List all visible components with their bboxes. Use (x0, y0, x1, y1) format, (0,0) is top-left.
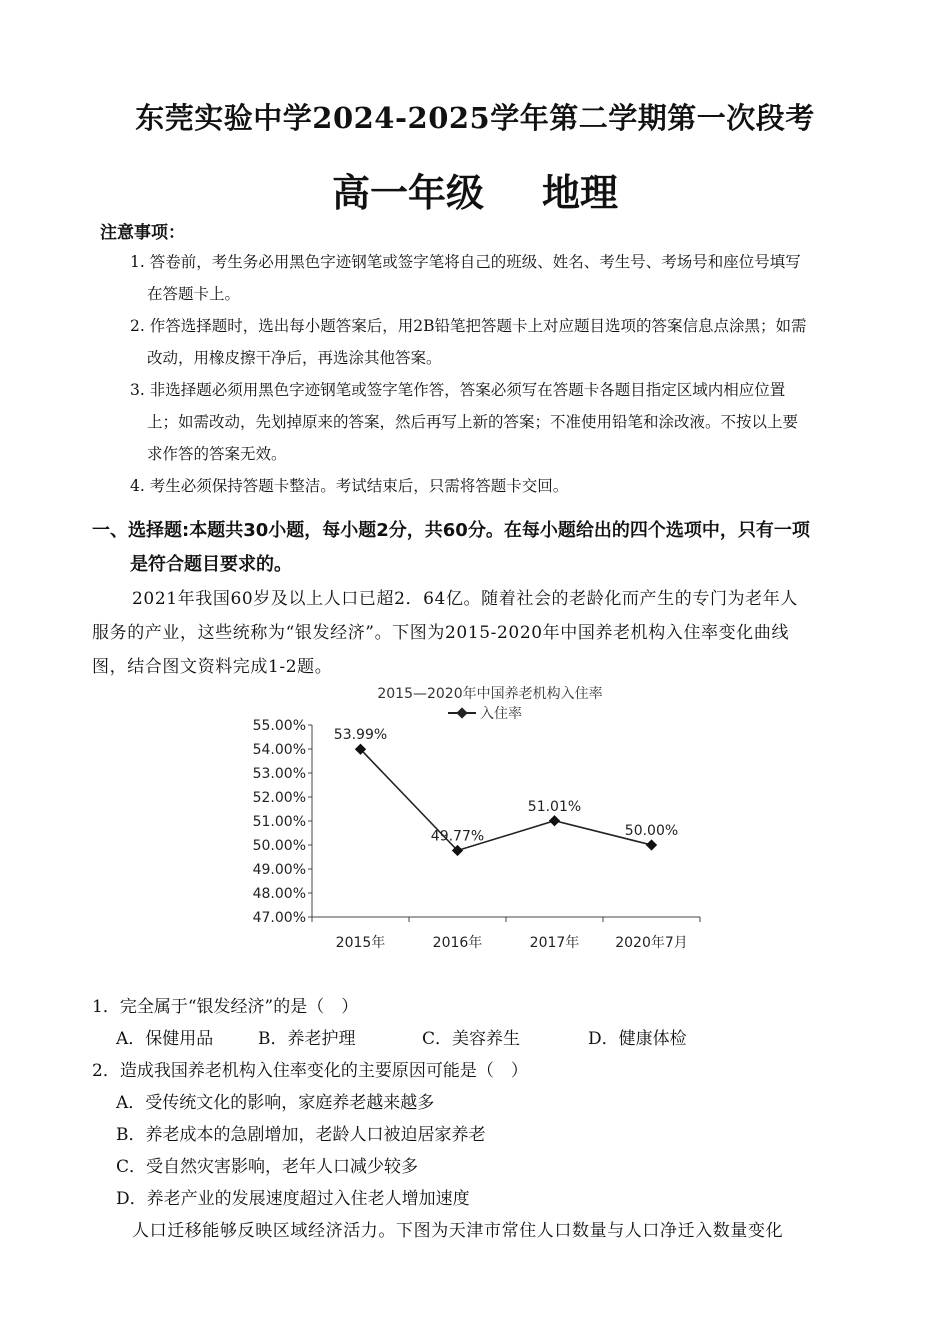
y-tick-label: 53.00% (252, 766, 306, 782)
x-tick-label: 2015年 (335, 935, 386, 951)
data-label: 50.00% (624, 823, 679, 839)
question-option: B．养老护理 (258, 1029, 356, 1049)
passage-line: 2021年我国60岁及以上人口已超2．64亿。随着社会的老龄化而产生的专门为老年人 (132, 589, 798, 609)
notice-line: 1. 答卷前，考生务必用黑色字迹钢笔或签字笔将自己的班级、姓名、考生号、考场号和座位号填写 (130, 253, 801, 271)
y-tick-label: 55.00% (252, 718, 306, 734)
data-label: 49.77% (430, 828, 485, 845)
y-tick-label: 48.00% (252, 886, 306, 902)
data-label: 53.99% (333, 727, 388, 744)
question-option: A．受传统文化的影响，家庭养老越来越多 (116, 1093, 435, 1113)
notice-line: 3. 非选择题必须用黑色字迹钢笔或签字笔作答，答案必须写在答题卡各题目指定区域内相应位置 (130, 381, 786, 399)
grade-label: 高一年级 (331, 171, 484, 215)
question-stem: 1．完全属于“银发经济”的是（ ） (92, 997, 359, 1017)
subject-label: 地理 (542, 171, 619, 215)
y-tick-label: 50.00% (252, 838, 306, 854)
school-title: 东莞实验中学2024-2025学年第二学期第一次段考 (135, 101, 815, 135)
question-option: B．养老成本的急剧增加，老龄人口被迫居家养老 (116, 1125, 486, 1145)
y-tick-label: 47.00% (252, 910, 306, 926)
chart-legend (448, 706, 522, 722)
notice-line: 4. 考生必须保持答题卡整洁。考试结束后，只需将答题卡交回。 (130, 477, 569, 495)
chart-title: 2015—2020年中国养老机构入住率 (377, 686, 603, 702)
notice-heading: 注意事项： (100, 223, 185, 243)
question-option: C．美容养生 (422, 1029, 521, 1049)
data-label: 51.01% (527, 798, 582, 815)
y-tick-label: 49.00% (252, 862, 306, 878)
notice-line: 2. 作答选择题时，选出每小题答案后，用2B铅笔把答题卡上对应题目选项的答案信息点涂黑；如需 (130, 317, 807, 335)
section-heading: 一、选择题:本题共30小题，每小题2分，共60分。在每小题给出的四个选项中，只有一项 (92, 520, 810, 541)
notice-line: 改动，用橡皮擦干净后，再选涂其他答案。 (147, 349, 442, 367)
notice-line: 在答题卡上。 (147, 285, 241, 303)
data-point (549, 815, 560, 826)
exam-subtitle (0, 162, 950, 217)
x-tick-label: 2020年7月 (615, 935, 688, 951)
question-option: A．保健用品 (116, 1029, 214, 1049)
question-option: D．健康体检 (588, 1029, 687, 1049)
series-line (361, 749, 652, 850)
x-tick-label: 2017年 (529, 935, 580, 951)
legend-label: 入住率 (480, 706, 522, 722)
passage-line: 服务的产业，这些统称为“银发经济”。下图为2015-2020年中国养老机构入住率变化曲线 (92, 623, 790, 643)
y-tick-label: 51.00% (252, 814, 306, 830)
y-tick-label: 52.00% (252, 790, 306, 806)
occupancy-line-chart (230, 680, 720, 960)
passage-line: 图，结合图文资料完成1-2题。 (92, 657, 333, 677)
question-stem: 2．造成我国养老机构入住率变化的主要原因可能是（ ） (92, 1061, 528, 1081)
notice-line: 求作答的答案无效。 (147, 445, 287, 463)
section-heading-cont: 是符合题目要求的。 (130, 554, 292, 575)
question-option: D．养老产业的发展速度超过入住老人增加速度 (116, 1189, 470, 1209)
x-tick-label: 2016年 (432, 935, 483, 951)
passage-line: 人口迁移能够反映区域经济活力。下图为天津市常住人口数量与人口净迁入数量变化 (132, 1221, 784, 1241)
y-tick-label: 54.00% (252, 742, 306, 758)
question-option: C．受自然灾害影响，老年人口减少较多 (116, 1157, 419, 1177)
notice-line: 上；如需改动，先划掉原来的答案，然后再写上新的答案；不准使用铅笔和涂改液。不按以上要 (147, 413, 799, 431)
data-point (646, 839, 657, 850)
